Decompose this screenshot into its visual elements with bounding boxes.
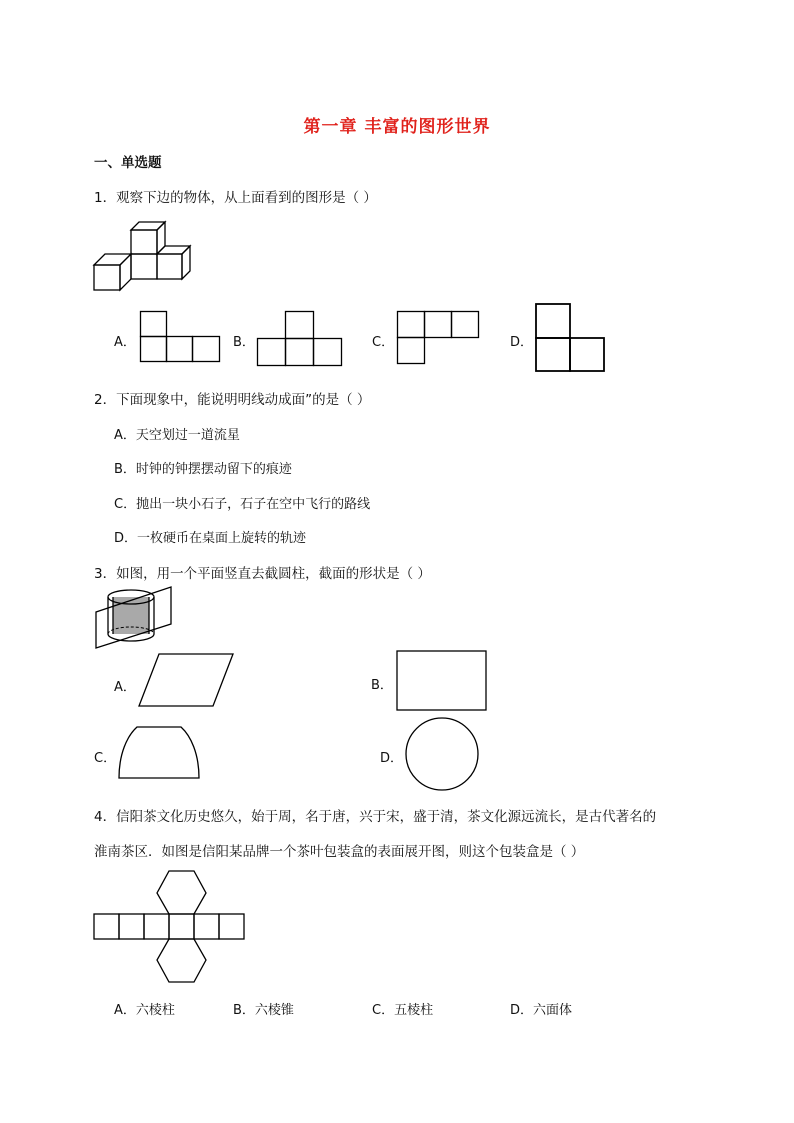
q3-option-c-arch <box>117 724 201 780</box>
q4-option-c[interactable]: C．五棱柱 <box>372 1003 434 1018</box>
q1-stem: 1．观察下边的物体，从上面看到的图形是（ ） <box>94 190 377 206</box>
q3-option-d-circle <box>404 716 480 792</box>
q3-cylinder-figure <box>93 586 177 650</box>
q4-option-b[interactable]: B．六棱锥 <box>233 1003 294 1018</box>
q2-option-a[interactable]: A．天空划过一道流星 <box>114 428 240 443</box>
q3-option-a-parallelogram <box>138 653 236 708</box>
q1-option-a-label[interactable]: A． <box>114 335 136 350</box>
q3-option-c-label[interactable]: C． <box>94 751 117 766</box>
q2-stem: 2．下面现象中，能说明明线动成面”的是（ ） <box>94 392 371 408</box>
q4-stem-line2: 淮南茶区．如图是信阳某品牌一个茶叶包装盒的表面展开图，则这个包装盒是（ ） <box>94 844 585 860</box>
q4-option-a[interactable]: A．六棱柱 <box>114 1003 175 1018</box>
q3-stem: 3．如图，用一个平面竖直去截圆柱，截面的形状是（ ） <box>94 566 431 582</box>
q3-option-b-rectangle <box>396 650 488 712</box>
q1-option-c-label[interactable]: C． <box>372 335 395 350</box>
q4-option-d[interactable]: D．六面体 <box>510 1003 573 1018</box>
q3-option-b-label[interactable]: B． <box>371 678 393 693</box>
section-heading: 一、单选题 <box>94 155 162 171</box>
q1-cube-figure <box>93 216 198 292</box>
q4-stem-line1: 4．信阳茶文化历史悠久，始于周，名于唐，兴于宋，盛于清，茶文化源远流长，是古代著名的 <box>94 809 657 825</box>
q1-option-b-label[interactable]: B． <box>233 335 255 350</box>
q1-option-d-figure <box>535 303 607 373</box>
q2-option-b[interactable]: B．时钟的钟摆摆动留下的痕迹 <box>114 462 292 477</box>
q3-option-d-label[interactable]: D． <box>380 751 404 766</box>
q2-option-d[interactable]: D．一枚硬币在桌面上旋转的轨迹 <box>114 531 307 546</box>
q1-option-b-figure <box>257 311 343 367</box>
q2-option-c[interactable]: C．抛出一块小石子，石子在空中飞行的路线 <box>114 497 371 512</box>
page-title: 第一章 丰富的图形世界 <box>303 117 491 137</box>
q1-option-d-label[interactable]: D． <box>510 335 534 350</box>
q1-option-a-figure <box>140 311 222 363</box>
q3-option-a-label[interactable]: A． <box>114 680 136 695</box>
q4-net-figure <box>93 868 249 984</box>
q1-option-c-figure <box>397 311 481 365</box>
